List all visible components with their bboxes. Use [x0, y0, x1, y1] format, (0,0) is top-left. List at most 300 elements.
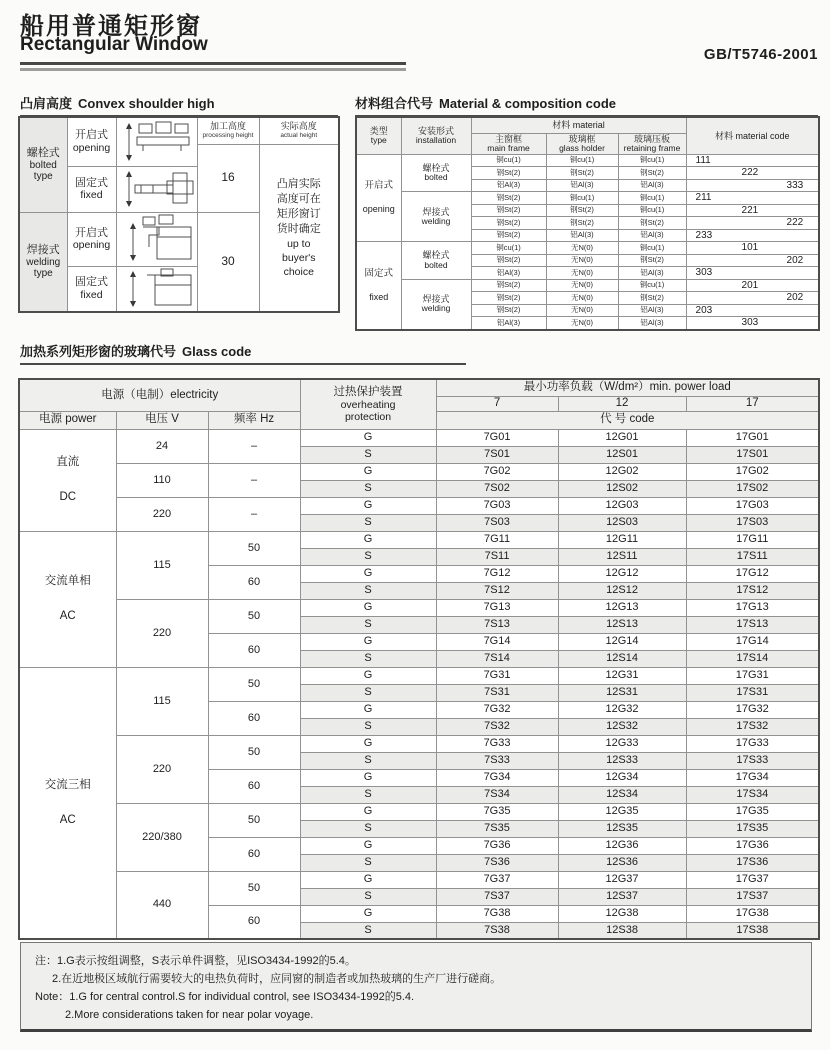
installation-cell: [401, 279, 471, 330]
convex-type-bolted-en: bolted: [29, 159, 57, 171]
protection-mode-cell: G: [300, 429, 436, 446]
note-en-2: 2.More considerations taken for near polar voyage.: [65, 1009, 314, 1021]
glass-code-cell: 12G31: [558, 667, 686, 684]
mode-zh: 固定式: [75, 276, 108, 289]
glass-row: [19, 463, 819, 480]
material-code-value: 101: [686, 242, 819, 255]
mode-en: fixed: [80, 189, 103, 202]
material-code-value: 222: [686, 217, 819, 230]
frequency-cell: 60: [208, 565, 300, 599]
glass-code-cell: 12S03: [558, 514, 686, 531]
actual-height-header: [259, 117, 339, 144]
glass-code-cell: 7G01: [436, 429, 558, 446]
glass-code-cell: 12G01: [558, 429, 686, 446]
processing-height-value-bolted: 16: [197, 144, 259, 212]
voltage-cell: 110: [116, 463, 208, 497]
glass-code-cell: 17S36: [686, 854, 819, 871]
convex-type-welding-en2: type: [33, 268, 53, 280]
glass-code-cell: 7S37: [436, 888, 558, 905]
page-title-zh: 船用普通矩形窗: [20, 13, 202, 40]
main-frame-material: 钢St(2): [471, 217, 546, 230]
protection-mode-cell: G: [300, 599, 436, 616]
glass-holder-material: 钢St(2): [546, 217, 618, 230]
protection-mode-cell: S: [300, 446, 436, 463]
glass-code-cell: 7S36: [436, 854, 558, 871]
convex-section-title: [20, 93, 338, 117]
glass-code-cell: 17S33: [686, 752, 819, 769]
glass-section-title: [20, 341, 466, 365]
glass-code-table: [18, 378, 820, 940]
glass-code-cell: 17S11: [686, 548, 819, 565]
power-header-en: power: [65, 413, 97, 426]
glass-row: [19, 667, 819, 684]
glass-holder-material: 铜cu(1): [546, 192, 618, 205]
overheating-protection-header: [300, 379, 436, 429]
power-en: DC: [59, 491, 77, 503]
welding-opening-diagram: [116, 212, 197, 266]
voltage-cell: 115: [116, 667, 208, 735]
protection-mode-cell: G: [300, 565, 436, 582]
installation-en: bolted: [424, 172, 448, 183]
protection-mode-cell: G: [300, 463, 436, 480]
glass-holder-material: 铝Al(3): [546, 179, 618, 192]
glass-code-cell: 17G32: [686, 701, 819, 718]
protection-mode-cell: S: [300, 718, 436, 735]
main-frame-material: 铜cu(1): [471, 154, 546, 167]
glass-code-cell: 7G31: [436, 667, 558, 684]
protection-mode-cell: S: [300, 820, 436, 837]
installation-zh: 螺栓式: [422, 162, 450, 173]
frequency-cell: 50: [208, 803, 300, 837]
glass-code-cell: 7S02: [436, 480, 558, 497]
convex-shoulder-table: [18, 116, 340, 313]
note-en-1: Note：1.G for central control.S for individual control, see ISO3434-1992的5.4.: [35, 991, 415, 1003]
retaining-frame-material: 铝Al(3): [618, 317, 686, 330]
glass-code-cell: 17G37: [686, 871, 819, 888]
glass-code-cell: 7S13: [436, 616, 558, 633]
glass-code-cell: 12S31: [558, 684, 686, 701]
type-header: [356, 117, 401, 154]
notes-box: [20, 942, 812, 1032]
convex-type-bolted-en2: type: [33, 171, 53, 183]
mode-zh: 固定式: [75, 176, 108, 189]
installation-zh: 焊接式: [422, 206, 450, 217]
installation-header-en: installation: [415, 135, 457, 146]
processing-height-zh: 加工高度: [209, 121, 246, 132]
actual-height-en: actual height: [280, 132, 318, 140]
glass-code-cell: 7G11: [436, 531, 558, 548]
glass-code-cell: 7S03: [436, 514, 558, 531]
glass-row: [19, 531, 819, 548]
protection-mode-cell: G: [300, 633, 436, 650]
glass-row: [19, 735, 819, 752]
min-power-load-header: 最小功率负载（W/dm²）min. power load: [436, 379, 819, 396]
glass-code-cell: 12G02: [558, 463, 686, 480]
glass-holder-material: 无N(0): [546, 267, 618, 280]
protection-mode-cell: S: [300, 650, 436, 667]
retaining-frame-material: 铜cu(1): [618, 192, 686, 205]
glass-code-cell: 7G12: [436, 565, 558, 582]
power-zh: 直流: [56, 455, 80, 468]
frequency-cell: –: [208, 463, 300, 497]
material-code-value: 233: [686, 229, 819, 242]
glass-code-cell: 12S34: [558, 786, 686, 803]
installation-en: welding: [421, 303, 451, 314]
protection-mode-cell: G: [300, 531, 436, 548]
material-code-value: 211: [686, 192, 819, 205]
installation-en: bolted: [424, 259, 448, 270]
glass-code-cell: 7S32: [436, 718, 558, 735]
glass-code-cell: 7S35: [436, 820, 558, 837]
retaining-frame-material: 铜cu(1): [618, 242, 686, 255]
retaining-frame-material: 铝Al(3): [618, 179, 686, 192]
note-line: 矩形窗订: [276, 207, 321, 220]
protection-en2: protection: [344, 410, 392, 423]
material-code-value: 203: [686, 304, 819, 317]
page-title-en: Rectangular Window: [20, 34, 208, 55]
frequency-cell: –: [208, 429, 300, 463]
glass-holder-material: 无N(0): [546, 254, 618, 267]
installation-header-zh: 安装形式: [417, 125, 454, 136]
type-zh: 开启式: [364, 180, 393, 192]
note-zh-1: 注：1.G表示按组调整，S表示单件调整，见ISO3434-1992的5.4。: [35, 955, 356, 967]
material-type-cell: [356, 242, 401, 330]
glass-code-cell: 7G37: [436, 871, 558, 888]
frequency-cell: 60: [208, 633, 300, 667]
glass-code-cell: 12S01: [558, 446, 686, 463]
material-row: [356, 242, 819, 255]
code-header: 代 号 code: [436, 411, 819, 429]
actual-height-zh: 实际高度: [280, 121, 317, 132]
mode-en: fixed: [80, 289, 103, 302]
installation-en: welding: [421, 215, 451, 226]
mode-en: opening: [72, 142, 111, 155]
glass-code-cell: 7S38: [436, 922, 558, 939]
retaining-frame-material: 钢St(2): [618, 254, 686, 267]
cross-section-drawing-icon: [119, 267, 195, 311]
mode-zh: 开启式: [75, 129, 108, 142]
convex-section-title-zh: 凸肩高度: [20, 96, 73, 111]
glass-code-cell: 7G33: [436, 735, 558, 752]
glass-code-cell: 7G02: [436, 463, 558, 480]
protection-en1: overheating: [340, 398, 396, 411]
electricity-header: 电源（电制）electricity: [19, 379, 300, 411]
material-section-title-en: Material & composition code: [439, 96, 616, 111]
type-zh: 固定式: [364, 267, 393, 279]
retaining-frame-header: [618, 133, 686, 154]
material-section-title: [355, 93, 818, 117]
material-section-title-zh: 材料组合代号: [355, 96, 434, 111]
glass-code-cell: 17S01: [686, 446, 819, 463]
protection-mode-cell: G: [300, 497, 436, 514]
load-col-7: 7: [436, 396, 558, 411]
glass-code-cell: 12S12: [558, 582, 686, 599]
glass-code-cell: 17G12: [686, 565, 819, 582]
glass-code-cell: 17G11: [686, 531, 819, 548]
glass-row: [19, 497, 819, 514]
glass-holder-material: 无N(0): [546, 304, 618, 317]
protection-mode-cell: G: [300, 701, 436, 718]
power-zh: 交流单相: [44, 574, 91, 587]
glass-code-cell: 17G35: [686, 803, 819, 820]
glass-code-cell: 7G13: [436, 599, 558, 616]
glass-code-cell: 17S38: [686, 922, 819, 939]
main-frame-material: 钢St(2): [471, 254, 546, 267]
voltage-cell: 220/380: [116, 803, 208, 871]
voltage-header: 电压 V: [116, 411, 208, 429]
protection-mode-cell: G: [300, 769, 436, 786]
glass-code-cell: 7G14: [436, 633, 558, 650]
power-source-cell: [19, 429, 116, 531]
glass-holder-material: 无N(0): [546, 317, 618, 330]
main-frame-material: 钢St(2): [471, 279, 546, 292]
glass-holder-en: glass holder: [559, 142, 605, 153]
glass-holder-header: [546, 133, 618, 154]
voltage-cell: 220: [116, 735, 208, 803]
material-row: [356, 192, 819, 205]
glass-code-cell: 12S02: [558, 480, 686, 497]
main-frame-material: 钢St(2): [471, 192, 546, 205]
welding-fixed-diagram: [116, 266, 197, 312]
protection-mode-cell: G: [300, 905, 436, 922]
note-line: 高度可在: [276, 192, 321, 205]
glass-code-cell: 12G34: [558, 769, 686, 786]
power-header-zh: 电源: [38, 413, 62, 426]
glass-code-cell: 7G34: [436, 769, 558, 786]
retaining-frame-material: 铜cu(1): [618, 204, 686, 217]
glass-code-cell: 17G38: [686, 905, 819, 922]
glass-code-cell: 12G12: [558, 565, 686, 582]
glass-holder-material: 钢St(2): [546, 167, 618, 180]
glass-code-cell: 12G36: [558, 837, 686, 854]
bolted-opening-diagram: [116, 117, 197, 166]
voltage-cell: 220: [116, 497, 208, 531]
glass-code-cell: 12G38: [558, 905, 686, 922]
protection-mode-cell: S: [300, 480, 436, 497]
glass-section-title-zh: 加热系列矩形窗的玻璃代号: [20, 344, 177, 359]
protection-mode-cell: G: [300, 667, 436, 684]
material-code-value: 111: [686, 154, 819, 167]
note-line: choice: [283, 265, 314, 278]
type-en: fixed: [369, 291, 389, 302]
note-zh-2: 2.在近地极区域航行需要较大的电热负荷时，应同窗的制造者或加热玻璃的生产厂进行磋商。: [52, 973, 502, 985]
main-frame-material: 钢St(2): [471, 167, 546, 180]
glass-code-cell: 7S12: [436, 582, 558, 599]
frequency-cell: 60: [208, 769, 300, 803]
protection-mode-cell: S: [300, 616, 436, 633]
bolted-fixed-diagram: [116, 166, 197, 212]
protection-mode-cell: S: [300, 922, 436, 939]
retaining-frame-material: 铝Al(3): [618, 229, 686, 242]
convex-type-welding-zh: 焊接式: [26, 243, 60, 256]
glass-code-cell: 17G13: [686, 599, 819, 616]
main-frame-material: 铝Al(3): [471, 179, 546, 192]
glass-code-cell: 7G32: [436, 701, 558, 718]
glass-code-cell: 12G33: [558, 735, 686, 752]
glass-code-cell: 12G32: [558, 701, 686, 718]
retaining-frame-material: 钢St(2): [618, 292, 686, 305]
material-code-value: 303: [686, 317, 819, 330]
glass-code-cell: 17G36: [686, 837, 819, 854]
installation-zh: 焊接式: [422, 294, 450, 305]
glass-code-cell: 12G13: [558, 599, 686, 616]
glass-code-cell: 17S35: [686, 820, 819, 837]
material-code-header: 材料 material code: [686, 117, 819, 154]
glass-holder-zh: 玻璃框: [568, 133, 596, 144]
material-code-value: 222: [686, 167, 819, 180]
convex-mode-fixed-welding: [67, 266, 116, 312]
frequency-cell: 50: [208, 735, 300, 769]
cross-section-drawing-icon: [119, 213, 195, 265]
retaining-frame-material: 铜cu(1): [618, 279, 686, 292]
frequency-cell: 50: [208, 599, 300, 633]
frequency-header: 频率 Hz: [208, 411, 300, 429]
power-en: AC: [59, 610, 76, 622]
glass-code-cell: 12G35: [558, 803, 686, 820]
convex-mode-opening-bolted: [67, 117, 116, 166]
glass-code-cell: 17G02: [686, 463, 819, 480]
retaining-frame-en: retaining frame: [623, 142, 681, 153]
frequency-cell: 50: [208, 871, 300, 905]
retaining-frame-material: 钢St(2): [618, 217, 686, 230]
glass-code-cell: 12S35: [558, 820, 686, 837]
frequency-cell: 60: [208, 701, 300, 735]
convex-type-bolted-zh: 螺栓式: [26, 146, 60, 159]
material-code-value: 221: [686, 204, 819, 217]
main-frame-material: 钢St(2): [471, 304, 546, 317]
convex-mode-opening-welding: [67, 212, 116, 266]
power-header: [19, 411, 116, 429]
protection-mode-cell: S: [300, 752, 436, 769]
cross-section-drawing-icon: [119, 119, 195, 165]
glass-code-cell: 7G35: [436, 803, 558, 820]
protection-mode-cell: G: [300, 735, 436, 752]
material-row: [356, 279, 819, 292]
glass-code-cell: 12S33: [558, 752, 686, 769]
glass-code-cell: 17S13: [686, 616, 819, 633]
convex-mode-fixed-bolted: [67, 166, 116, 212]
material-type-cell: [356, 154, 401, 242]
protection-mode-cell: S: [300, 786, 436, 803]
protection-mode-cell: S: [300, 582, 436, 599]
protection-mode-cell: G: [300, 837, 436, 854]
installation-cell: [401, 192, 471, 242]
glass-code-cell: 17S37: [686, 888, 819, 905]
protection-mode-cell: S: [300, 854, 436, 871]
note-line: buyer's: [281, 251, 316, 264]
glass-code-cell: 7S14: [436, 650, 558, 667]
main-frame-material: 钢St(2): [471, 229, 546, 242]
glass-code-cell: 12G37: [558, 871, 686, 888]
glass-code-cell: 7G38: [436, 905, 558, 922]
frequency-cell: 50: [208, 667, 300, 701]
retaining-frame-material: 铝Al(3): [618, 267, 686, 280]
material-code-value: 333: [686, 179, 819, 192]
retaining-frame-material: 铝Al(3): [618, 304, 686, 317]
glass-row: [19, 599, 819, 616]
protection-mode-cell: S: [300, 548, 436, 565]
glass-holder-material: 无N(0): [546, 279, 618, 292]
main-frame-header: [471, 133, 546, 154]
glass-code-cell: 17S02: [686, 480, 819, 497]
load-col-12: 12: [558, 396, 686, 411]
actual-height-note: [259, 144, 339, 312]
mode-zh: 开启式: [75, 226, 108, 239]
glass-code-cell: 7S01: [436, 446, 558, 463]
material-code-value: 303: [686, 267, 819, 280]
glass-row: [19, 429, 819, 446]
power-source-cell: [19, 667, 116, 939]
installation-header: [401, 117, 471, 154]
material-code-value: 202: [686, 254, 819, 267]
voltage-cell: 115: [116, 531, 208, 599]
retaining-frame-zh: 玻璃压板: [634, 133, 671, 144]
protection-mode-cell: S: [300, 514, 436, 531]
glass-code-cell: 12G03: [558, 497, 686, 514]
glass-code-cell: 12G14: [558, 633, 686, 650]
frequency-cell: 60: [208, 905, 300, 939]
main-frame-zh: 主窗框: [494, 133, 522, 144]
glass-holder-material: 无N(0): [546, 292, 618, 305]
protection-zh: 过热保护装置: [333, 385, 403, 398]
glass-code-cell: 12S13: [558, 616, 686, 633]
main-frame-material: 铝Al(3): [471, 267, 546, 280]
retaining-frame-material: 铜cu(1): [618, 154, 686, 167]
type-header-zh: 类型: [369, 125, 388, 136]
main-frame-material: 钢St(2): [471, 204, 546, 217]
glass-code-cell: 17S32: [686, 718, 819, 735]
installation-zh: 螺栓式: [422, 250, 450, 261]
glass-code-cell: 12S37: [558, 888, 686, 905]
convex-section-title-en: Convex shoulder high: [78, 96, 215, 111]
main-frame-en: main frame: [487, 142, 530, 153]
material-group-header: 材料 material: [471, 117, 686, 133]
glass-code-cell: 12S32: [558, 718, 686, 735]
voltage-cell: 440: [116, 871, 208, 939]
glass-code-cell: 17G34: [686, 769, 819, 786]
glass-code-cell: 12S38: [558, 922, 686, 939]
material-code-value: 201: [686, 279, 819, 292]
processing-height-header: [197, 117, 259, 144]
glass-code-cell: 12S14: [558, 650, 686, 667]
main-frame-material: 钢St(2): [471, 292, 546, 305]
glass-row: [19, 871, 819, 888]
glass-code-cell: 12S11: [558, 548, 686, 565]
frequency-cell: –: [208, 497, 300, 531]
voltage-cell: 220: [116, 599, 208, 667]
glass-code-cell: 17S03: [686, 514, 819, 531]
glass-holder-material: 铜cu(1): [546, 154, 618, 167]
glass-code-cell: 17S34: [686, 786, 819, 803]
protection-mode-cell: S: [300, 888, 436, 905]
glass-code-cell: 7G36: [436, 837, 558, 854]
type-en: opening: [362, 204, 395, 215]
power-en: AC: [59, 813, 76, 826]
glass-code-cell: 17G03: [686, 497, 819, 514]
frequency-cell: 60: [208, 837, 300, 871]
glass-code-cell: 12G11: [558, 531, 686, 548]
convex-type-welding-en: welding: [26, 256, 61, 268]
protection-mode-cell: S: [300, 684, 436, 701]
protection-mode-cell: G: [300, 803, 436, 820]
material-composition-table: [355, 116, 820, 331]
protection-mode-cell: G: [300, 871, 436, 888]
retaining-frame-material: 钢St(2): [618, 167, 686, 180]
load-col-17: 17: [686, 396, 819, 411]
frequency-cell: 50: [208, 531, 300, 565]
glass-code-cell: 7S33: [436, 752, 558, 769]
main-frame-material: 铝Al(3): [471, 317, 546, 330]
